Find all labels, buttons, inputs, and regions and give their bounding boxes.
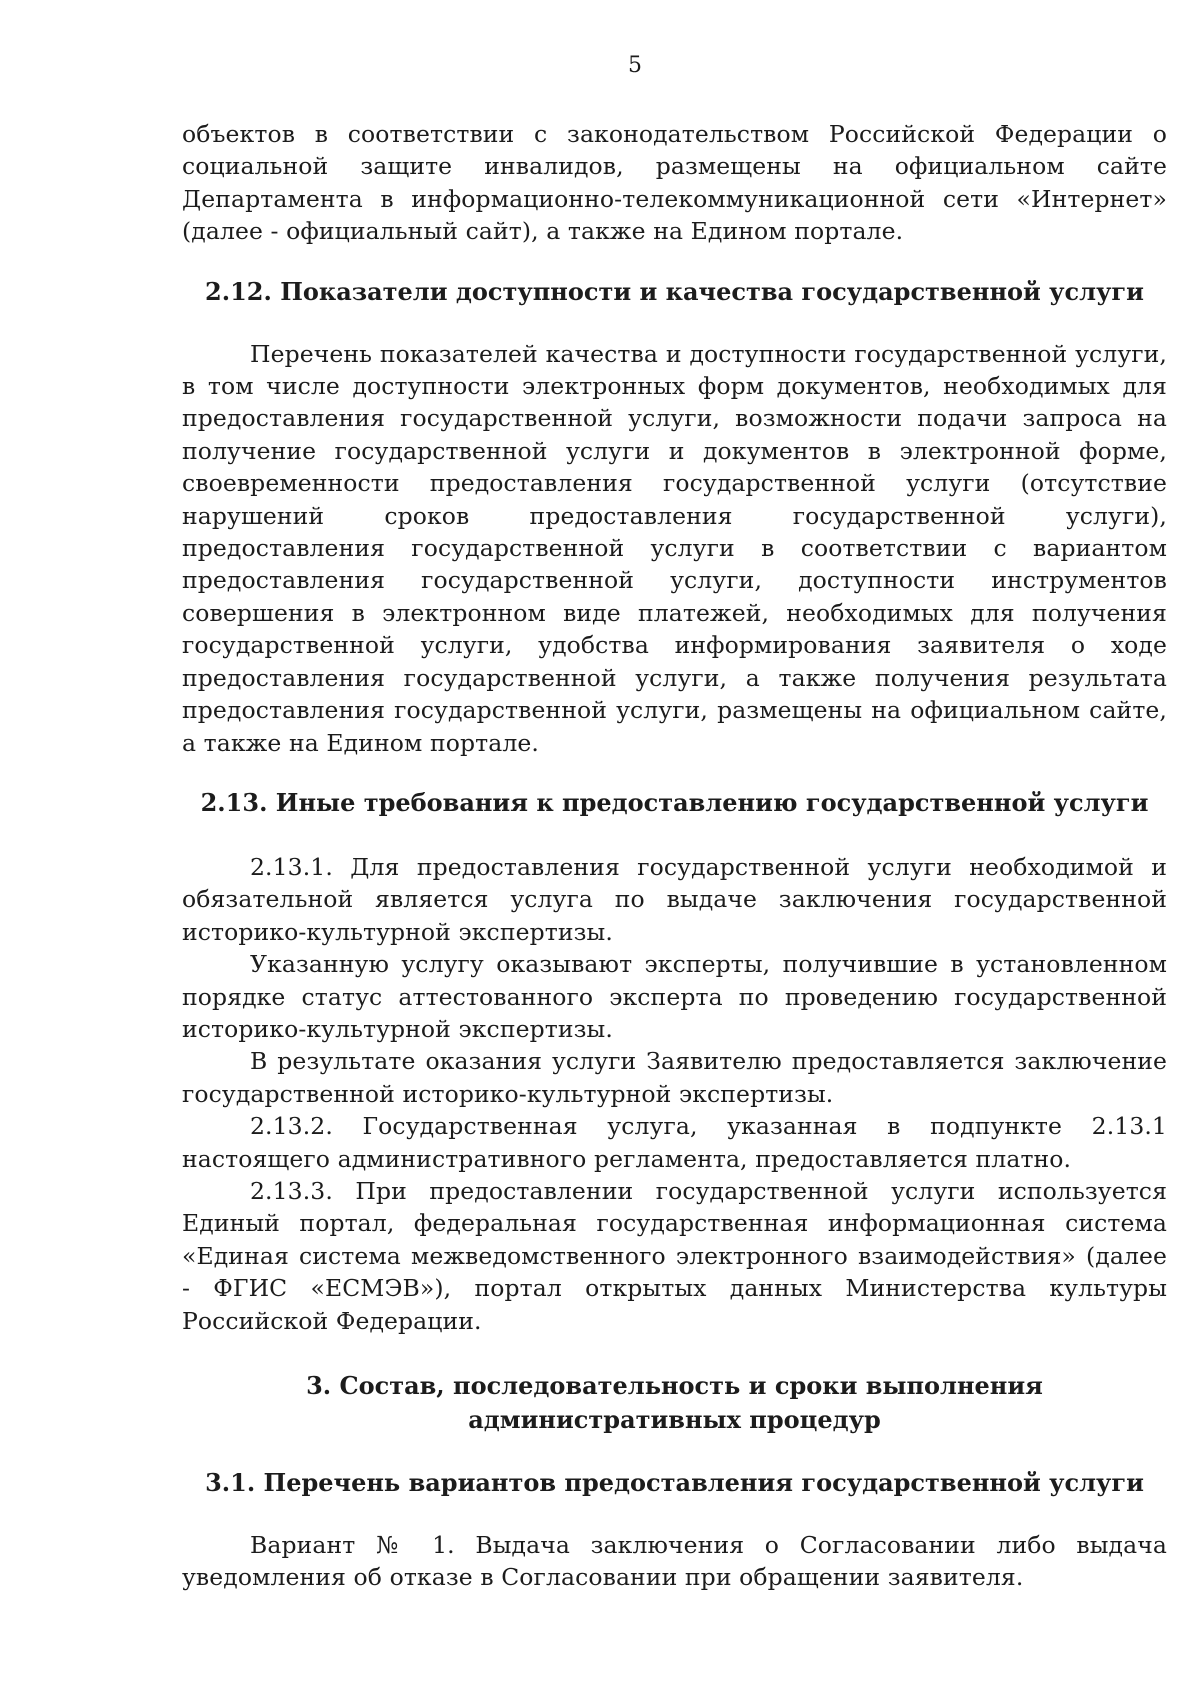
intro-paragraph: объектов в соответствии с законодательством Российской Федерации о социальной защите инвалидов, размещены на официальном сайте Департамента в информационно-телекоммуникационной сети «Интернет» (далее - официальный сайт), а также на Едином портале. (182, 120, 1167, 246)
section-3-heading: 3. Состав, последовательность и сроки выполнения административных процедур (306, 1371, 1043, 1434)
section-2-13-heading: 2.13. Иные требования к предоставлению государственной услуги (200, 787, 1149, 817)
section-2-13-2-paragraph: 2.13.2. Государственная услуга, указанная в подпункте 2.13.1 настоящего административного регламента, предоставляется платно. (182, 1112, 1167, 1173)
section-3-1-heading: 3.1. Перечень вариантов предоставления государственной услуги (205, 1468, 1144, 1497)
section-3-1-paragraph: Вариант № 1. Выдача заключения о Согласовании либо выдача уведомления об отказе в Согласовании при обращении заявителя. (182, 1531, 1167, 1592)
document-body (182, 118, 1167, 1594)
section-2-12-heading: 2.12. Показатели доступности и качества государственной услуги (205, 276, 1144, 306)
experts-paragraph: Указанную услугу оказывают эксперты, получившие в установленном порядке статус аттестованного эксперта по проведению государственной историко-культурной экспертизы. (182, 950, 1167, 1043)
section-2-13-3-paragraph: 2.13.3. При предоставлении государственной услуги используется Единый портал, федеральная государственная информационная система «Единая система межведомственного электронного взаимодействия» (далее - ФГИС «ЕСМЭВ»), портал открытых данных Министерства культуры Российской Федерации. (182, 1176, 1167, 1335)
page-number: 5 (628, 53, 642, 78)
section-2-12-paragraph: Перечень показателей качества и доступности государственной услуги, в том числе доступности электронных форм документов, необходимых для предоставления государственной услуги, возможности подачи запроса на получение государственной услуги и документов в электронной форме, своевременности предоставления государственной услуги (отсутствие нарушений сроков предоставления государственной услуги), предоставления государственной услуги в соответствии с вариантом предоставления государственной услуги, доступности инструментов совершения в электронном виде платежей, необходимых для получения государственной услуги, удобства информирования заявителя о ходе предоставления государственной услуги, а также получения результата предоставления государственной услуги, размещены на официальном сайте, а также на Едином портале. (182, 339, 1167, 757)
result-paragraph: В результате оказания услуги Заявителю предоставляется заключение государственной историко-культурной экспертизы. (182, 1047, 1167, 1108)
section-2-13-1-paragraph: 2.13.1. Для предоставления государственной услуги необходимой и обязательной является услуга по выдаче заключения государственной историко-культурной экспертизы. (182, 852, 1167, 946)
